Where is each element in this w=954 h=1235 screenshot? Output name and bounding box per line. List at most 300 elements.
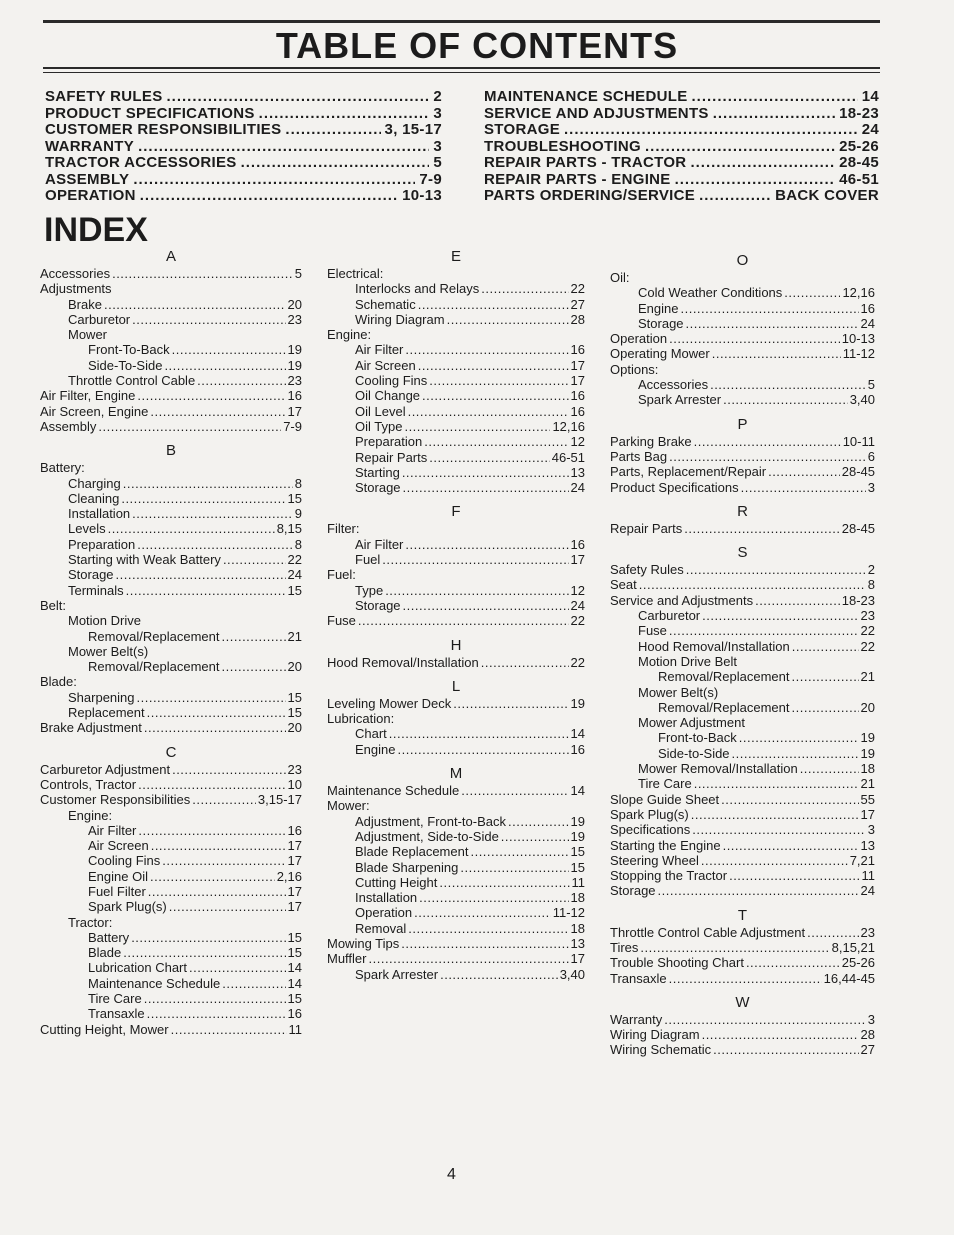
dot-leader (116, 567, 286, 582)
dot-leader (439, 875, 569, 890)
toc-entry-page: 5 (433, 154, 442, 171)
index-column-2 (327, 248, 585, 982)
index-entry-label: Accessories (40, 266, 111, 281)
index-entry-label: Parts Bag (610, 448, 668, 464)
index-entry-page: 15 (287, 582, 302, 598)
index-entry-label: Side-To-Side (88, 357, 163, 373)
index-section-letter: T (737, 906, 748, 924)
toc-entry-page: 10-13 (402, 187, 442, 204)
index-entry-label: Replacement (68, 705, 145, 721)
index-entry (610, 285, 875, 300)
index-entry-page: 15 (287, 689, 302, 705)
index-title: INDEX (44, 211, 148, 249)
index-entry (610, 392, 875, 407)
toc-entry-label: PRODUCT SPECIFICATIONS (45, 104, 255, 122)
index-entry-label: Installation (68, 506, 131, 522)
index-entry (610, 562, 875, 577)
index-entry-page: 21 (860, 669, 875, 685)
dot-leader (358, 613, 569, 628)
index-entry-label: Muffler (327, 951, 367, 967)
dot-leader (167, 88, 430, 105)
index-entry (327, 798, 585, 813)
index-entry (610, 593, 875, 608)
index-entry-page: 15 (287, 945, 302, 961)
index-entry (40, 823, 302, 838)
index-section-letter: H (450, 636, 462, 654)
index-entry-label: Seat (610, 577, 637, 593)
index-entry (327, 890, 585, 905)
dot-leader (481, 281, 568, 296)
dot-leader (126, 583, 286, 598)
index-entry (327, 297, 585, 312)
index-entry-page: 9 (294, 506, 302, 522)
index-section-letter: S (737, 544, 748, 562)
index-entry (40, 777, 302, 792)
dot-leader (285, 121, 380, 138)
index-entry (40, 521, 302, 536)
dot-leader (147, 1006, 286, 1021)
index-entry (610, 669, 875, 684)
index-entry-label: Adjustment, Side-to-Side (355, 828, 499, 844)
dot-leader (675, 171, 836, 188)
index-entry-label: Tractor: (68, 914, 113, 930)
index-column-1 (40, 248, 302, 1037)
index-entry-label: Trouble Shooting Chart (610, 955, 744, 971)
section-gap (610, 986, 875, 994)
index-entry (327, 613, 585, 628)
dot-leader (710, 377, 866, 392)
dot-leader (414, 905, 551, 920)
index-entry (327, 281, 585, 296)
index-entry-page: 17 (287, 838, 302, 854)
index-entry-page: 18 (570, 920, 585, 936)
index-entry (40, 705, 302, 720)
index-entry-page: 15 (570, 859, 585, 875)
index-entry-label: Fuel: (327, 567, 356, 583)
toc-entry (45, 154, 442, 171)
dot-leader (259, 105, 430, 122)
index-entry-label: Transaxle (610, 970, 667, 986)
dot-leader (768, 464, 840, 479)
dot-leader (418, 358, 569, 373)
index-entry (610, 715, 875, 730)
dot-leader (702, 1027, 859, 1042)
index-entry (610, 971, 875, 986)
index-entry-label: Repair Parts (355, 449, 428, 465)
dot-leader (162, 853, 285, 868)
section-gap (610, 408, 875, 416)
index-entry-label: Maintenance Schedule (327, 783, 460, 799)
toc-entry (484, 88, 879, 105)
index-entry-label: Cutting Height, Mower (40, 1021, 169, 1037)
index-entry (610, 883, 875, 898)
dot-leader (424, 434, 568, 449)
index-entry-label: Fuel Filter (88, 883, 146, 899)
dot-leader (701, 853, 848, 868)
index-entry (40, 884, 302, 899)
dot-leader (461, 783, 568, 798)
section-gap (40, 736, 302, 744)
dot-leader (440, 967, 558, 982)
dot-leader (460, 860, 568, 875)
index-entry (327, 388, 585, 403)
index-entry-page: 19 (860, 730, 875, 746)
dot-leader (792, 669, 859, 684)
index-entry-page: 24 (570, 597, 585, 613)
index-entry-label: Motion Drive Belt (638, 653, 737, 669)
dot-leader (144, 991, 286, 1006)
index-entry (40, 808, 302, 823)
toc-entry-label: STORAGE (484, 121, 561, 138)
dot-leader (712, 346, 841, 361)
dot-leader (123, 945, 285, 960)
dot-leader (108, 521, 275, 536)
index-entry-label: Cooling Fins (355, 373, 428, 389)
dot-leader (151, 838, 286, 853)
dot-leader (132, 312, 285, 327)
dot-leader (699, 187, 771, 204)
index-entry (40, 613, 302, 628)
index-entry (40, 281, 302, 296)
dot-leader (686, 562, 866, 577)
toc-entry-label: TRACTOR ACCESSORIES (45, 154, 237, 171)
index-entry-label: Terminals (68, 582, 124, 598)
index-entry-page: 12,16 (842, 285, 875, 301)
toc-entry-page: 46-51 (839, 170, 879, 188)
index-column-3 (610, 252, 875, 1058)
index-entry-page: 27 (860, 1042, 875, 1058)
index-section-letter: P (737, 415, 748, 433)
index-entry-label: Battery (88, 929, 130, 945)
index-entry-label: Storage (355, 597, 401, 613)
index-entry-page: 13 (570, 464, 585, 480)
dot-leader (732, 746, 859, 761)
index-entry-label: Blade (88, 945, 122, 961)
index-entry-page: 46-51 (551, 449, 585, 465)
index-entry (610, 434, 875, 449)
index-entry-label: Operation (610, 331, 668, 347)
index-entry-page: 13 (860, 837, 875, 853)
index-entry (610, 1042, 875, 1057)
index-entry (327, 783, 585, 798)
index-entry-label: Maintenance Schedule (88, 975, 221, 991)
index-entry-page: 17 (287, 899, 302, 915)
dot-leader (691, 807, 859, 822)
index-entry-label: Assembly (40, 418, 97, 434)
index-entry-page: 5 (867, 377, 875, 393)
index-entry-label: Air Filter, Engine (40, 388, 136, 404)
dot-leader (192, 792, 256, 807)
index-entry (327, 434, 585, 449)
index-entry-label: Oil Level (355, 403, 406, 419)
toc-entry-label: SAFETY RULES (45, 88, 163, 105)
index-entry (610, 955, 875, 970)
dot-leader (807, 925, 858, 940)
toc-entry (484, 105, 879, 122)
dot-leader (746, 955, 840, 970)
dot-leader (645, 138, 835, 155)
index-entry-label: Parts, Replacement/Repair (610, 464, 767, 480)
index-entry-label: Leveling Mower Deck (327, 695, 452, 711)
dot-leader (222, 629, 286, 644)
index-entry-label: Levels (68, 521, 106, 537)
toc-entry-label: ASSEMBLY (45, 170, 130, 188)
index-entry-page: 16 (287, 822, 302, 838)
index-entry-label: Electrical: (327, 266, 384, 281)
index-entry-page: 23 (287, 311, 302, 327)
index-entry (40, 388, 302, 403)
index-entry-page: 17 (570, 552, 585, 568)
index-entry (610, 654, 875, 669)
dot-leader (222, 659, 286, 674)
dot-leader (713, 1042, 858, 1057)
index-entry (327, 829, 585, 844)
index-entry-label: Starting (355, 464, 400, 480)
index-section-letter: B (165, 442, 176, 460)
index-entry (610, 521, 875, 536)
dot-leader (123, 476, 293, 491)
index-entry-page: 19 (287, 342, 302, 358)
index-entry-label: Steering Wheel (610, 852, 699, 868)
index-entry-page: 23 (860, 924, 875, 940)
page-title: TABLE OF CONTENTS (275, 25, 679, 66)
index-entry-page: 21 (860, 776, 875, 792)
index-section-letter: E (450, 248, 461, 265)
index-entry (327, 521, 585, 536)
index-section-letter: F (451, 503, 461, 521)
dot-leader (418, 297, 569, 312)
index-entry-page: 2 (867, 562, 875, 578)
index-entry (327, 465, 585, 480)
index-entry-label: Tire Care (638, 776, 692, 792)
index-entry-page: 6 (867, 448, 875, 464)
index-entry-page: 10 (287, 776, 302, 792)
index-entry-page: 16 (860, 300, 875, 316)
dot-leader (755, 593, 840, 608)
toc-entry-label: OPERATION (45, 187, 136, 204)
section-gap (610, 495, 875, 503)
dot-leader (658, 883, 859, 898)
toc-entry-label: CUSTOMER RESPONSIBILITIES (45, 121, 282, 138)
index-entry (40, 991, 302, 1006)
index-entry-page: 20 (287, 296, 302, 312)
index-entry-label: Lubrication Chart (88, 960, 187, 976)
index-entry (327, 726, 585, 741)
dot-leader (133, 171, 415, 188)
index-entry-label: Adjustment, Front-to-Back (355, 813, 506, 829)
index-entry-page: 14 (287, 960, 302, 976)
index-entry (327, 844, 585, 859)
index-entry (40, 476, 302, 491)
index-entry-page: 22 (860, 623, 875, 639)
dot-leader (137, 690, 286, 705)
dot-leader (131, 930, 285, 945)
index-entry (610, 1012, 875, 1027)
index-entry-page: 11 (571, 874, 585, 890)
dot-leader (692, 88, 858, 105)
index-entry (610, 761, 875, 776)
index-entry-label: Specifications (610, 822, 691, 838)
index-entry-label: Warranty (610, 1011, 663, 1027)
index-entry-label: Oil Type (355, 418, 403, 434)
index-section-letter: A (165, 248, 176, 265)
toc-entry (45, 187, 442, 204)
index-entry-label: Engine: (68, 807, 113, 823)
index-entry-page: 12,16 (552, 418, 585, 434)
index-entry-label: Operating Mower (610, 346, 710, 362)
index-entry (327, 342, 585, 357)
section-gap (327, 629, 585, 637)
index-section-letter: L (451, 677, 461, 695)
dot-leader (369, 951, 569, 966)
index-entry-label: Oil: (610, 270, 630, 285)
toc-entry-page: 2 (433, 88, 442, 105)
index-entry-label: Safety Rules (610, 562, 684, 578)
index-entry-label: Spark Plug(s) (610, 806, 689, 822)
index-entry-page: 18 (860, 761, 875, 777)
index-entry-label: Mower Adjustment (638, 715, 745, 731)
index-entry-page: 27 (570, 296, 585, 312)
index-entry (327, 583, 585, 598)
index-entry-page: 16 (570, 403, 585, 419)
toc-entry (45, 105, 442, 122)
dot-leader (792, 700, 859, 715)
index-entry-label: Storage (355, 480, 401, 496)
index-entry (40, 690, 302, 705)
index-entry-label: Front-to-Back (658, 730, 737, 746)
index-entry (327, 711, 585, 726)
index-entry (327, 480, 585, 495)
toc-entry (484, 138, 879, 155)
index-entry-page: 28 (860, 1027, 875, 1043)
index-entry-label: Engine (355, 741, 396, 757)
index-entry-label: Preparation (355, 434, 423, 450)
index-entry (40, 1006, 302, 1021)
index-entry-page: 20 (860, 699, 875, 715)
index-entry (610, 346, 875, 361)
toc-entry-label: REPAIR PARTS - TRACTOR (484, 154, 687, 171)
dot-leader (669, 623, 859, 638)
index-entry (327, 327, 585, 342)
index-entry-label: Tire Care (88, 991, 142, 1007)
index-entry-page: 15 (287, 490, 302, 506)
dot-leader (164, 358, 285, 373)
dot-leader (401, 936, 568, 951)
index-entry (327, 696, 585, 711)
dot-leader (405, 537, 568, 552)
index-entry-page: 16 (570, 741, 585, 757)
dot-leader (402, 465, 569, 480)
index-entry (610, 746, 875, 761)
toc-entry-page: 18-23 (839, 104, 879, 122)
index-entry-label: Sharpening (68, 689, 135, 705)
index-entry (327, 814, 585, 829)
index-entry-page: 19 (570, 695, 585, 711)
index-entry-label: Type (355, 582, 384, 598)
toc-entry-page: 25-26 (839, 137, 879, 155)
dot-leader (429, 450, 550, 465)
index-entry (327, 450, 585, 465)
index-entry-page: 24 (570, 480, 585, 496)
toc-entry (45, 138, 442, 155)
index-entry-page: 24 (860, 315, 875, 331)
dot-leader (137, 388, 285, 403)
index-entry (327, 312, 585, 327)
index-entry-label: Wiring Diagram (355, 311, 445, 327)
index-entry-label: Lubrication: (327, 711, 395, 727)
index-entry-label: Mower Removal/Installation (638, 761, 798, 777)
index-entry-label: Removal/Replacement (88, 659, 220, 675)
dot-leader (422, 388, 568, 403)
index-entry-page: 11 (861, 868, 875, 884)
index-entry-page: 19 (860, 745, 875, 761)
index-entry (610, 822, 875, 837)
index-entry (40, 297, 302, 312)
index-entry-label: Service and Adjustments (610, 592, 754, 608)
toc-entry-page: 14 (861, 88, 879, 105)
index-entry-label: Carburetor Adjustment (40, 761, 171, 777)
index-entry-label: Cooling Fins (88, 853, 161, 869)
index-entry (610, 853, 875, 868)
index-entry-label: Removal/Replacement (88, 628, 220, 644)
index-entry (40, 327, 302, 342)
dot-leader (723, 392, 848, 407)
index-entry (327, 921, 585, 936)
index-entry-label: Product Specifications (610, 479, 739, 495)
index-entry-page: 17 (570, 357, 585, 373)
index-entry-page: 22 (860, 638, 875, 654)
index-entry-page: 11 (288, 1021, 302, 1037)
index-entry-page: 14 (570, 783, 585, 799)
index-entry (40, 930, 302, 945)
index-entry (327, 373, 585, 388)
index-entry-page: 13 (570, 935, 585, 951)
index-entry-page: 8 (867, 577, 875, 593)
dot-leader (408, 404, 569, 419)
dot-leader (405, 342, 568, 357)
dot-leader (389, 726, 569, 741)
dot-leader (692, 822, 866, 837)
index-entry-label: Hood Removal/Installation (327, 654, 479, 670)
index-entry-label: Engine: (327, 327, 372, 343)
index-entry-page: 15 (570, 844, 585, 860)
index-entry (40, 491, 302, 506)
index-entry (40, 567, 302, 582)
index-entry-label: Accessories (638, 377, 709, 393)
index-entry-label: Charging (68, 475, 121, 491)
toc-entry-label: WARRANTY (45, 137, 135, 155)
index-entry-label: Throttle Control Cable Adjustment (610, 924, 806, 940)
toc-entry-page: BACK COVER (775, 187, 879, 204)
toc-entry-label: MAINTENANCE SCHEDULE (484, 88, 688, 105)
index-entry-page: 16 (570, 536, 585, 552)
index-entry-page: 24 (287, 567, 302, 583)
index-entry (610, 623, 875, 638)
index-entry (40, 266, 302, 281)
index-entry (327, 266, 585, 281)
index-entry-label: Spark Arrester (638, 392, 722, 408)
toc-left-column (45, 88, 442, 204)
title-underline (43, 67, 880, 69)
index-entry-page: 11-12 (842, 346, 875, 362)
section-gap (327, 495, 585, 503)
index-entry-page: 16 (570, 388, 585, 404)
index-entry-page: 55 (860, 791, 875, 807)
index-entry (327, 419, 585, 434)
index-entry-page: 7,21 (849, 852, 875, 868)
index-entry-page: 23 (860, 608, 875, 624)
index-entry (327, 552, 585, 567)
